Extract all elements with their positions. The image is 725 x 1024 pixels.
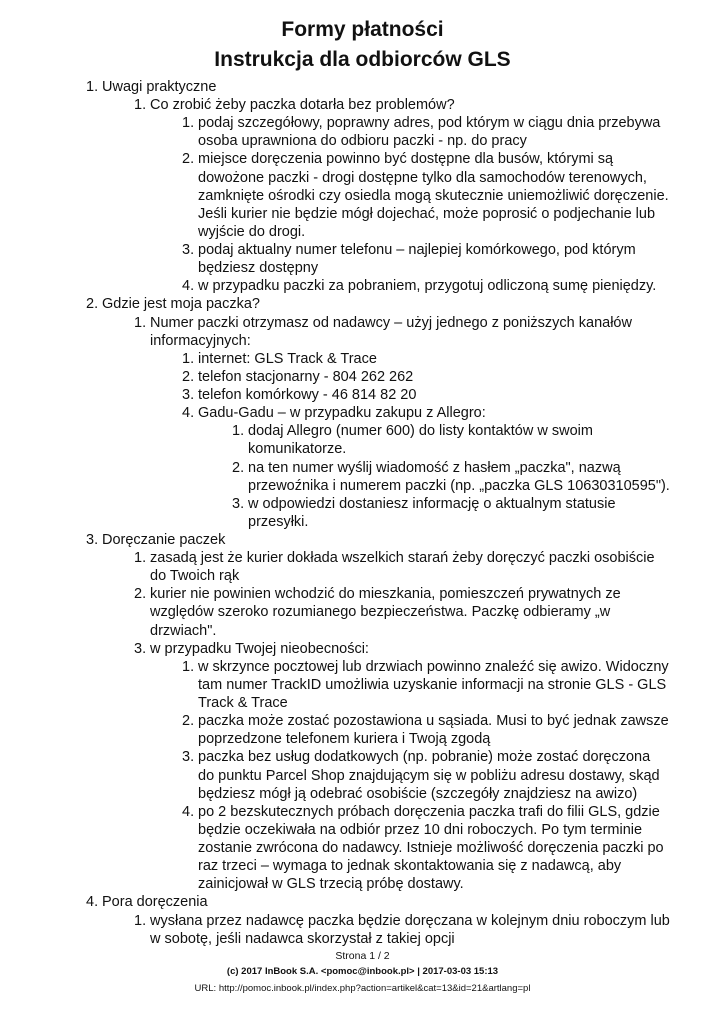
- list-item-text: tam numer TrackID umożliwia uzyskanie informacji na stronie GLS - GLS: [198, 676, 667, 693]
- list-item-text: telefon stacjonarny - 804 262 262: [198, 368, 414, 385]
- list-item-number: 2.: [182, 713, 195, 730]
- source-url: URL: http://pomoc.inbook.pl/index.php?action=artikel&cat=13&id=21&artlang=pl: [194, 983, 531, 994]
- page-number: Strona 1 / 2: [335, 950, 390, 962]
- list-item-text: w przypadku Twojej nieobecności:: [150, 640, 369, 657]
- list-item-number: 1.: [86, 79, 99, 95]
- list-item-text: podaj aktualny numer telefonu – najlepiej komórkowego, pod którym: [198, 242, 636, 259]
- list-item-number: 4.: [182, 278, 195, 295]
- list-item-number: 3.: [134, 640, 147, 657]
- list-item-text: zamknięte ośrodki czy osiedla mogą skutecznie uniemożliwić doręczenie.: [198, 187, 669, 204]
- list-item-number: 1.: [134, 550, 147, 567]
- list-item-text: do Twoich rąk: [150, 568, 240, 585]
- list-item-text: będzie oczekiwała na odbiór przez 10 dni roboczych. Po tym terminie: [198, 821, 643, 838]
- list-item-text: Pora doręczenia: [102, 894, 208, 911]
- list-item-text: w przypadku paczki za pobraniem, przygotuj odliczoną sumę pieniędzy.: [198, 278, 657, 295]
- list-item-text: w skrzynce pocztowej lub drzwiach powinno znaleźć się awizo. Widoczny: [198, 658, 669, 675]
- list-item-number: 1.: [134, 97, 147, 114]
- list-item-text: będziesz dostępny: [198, 260, 319, 277]
- list-item-text: Numer paczki otrzymasz od nadawcy – użyj jednego z poniższych kanałów: [150, 314, 632, 331]
- list-item-text: komunikatorze.: [248, 441, 347, 458]
- list-item-number: 3.: [182, 749, 195, 766]
- list-item-number: 2.: [182, 368, 195, 385]
- list-item-number: 3.: [182, 242, 195, 259]
- list-item-number: 2.: [134, 586, 147, 603]
- list-item-text: paczka bez usług dodatkowych (np. pobranie) może zostać doręczona: [198, 749, 651, 766]
- list-item-text: Gadu-Gadu – w przypadku zakupu z Allegro:: [198, 405, 486, 422]
- list-item-text: zostanie zwrócona do nadawcy. Istnieje możliwość doręczenia paczki po: [198, 840, 664, 857]
- list-item-number: 3.: [86, 532, 99, 548]
- list-item-text: Uwagi praktyczne: [102, 79, 217, 95]
- list-item-number: 3.: [232, 495, 245, 512]
- page-subtitle: Instrukcja dla odbiorców GLS: [214, 48, 511, 71]
- list-item-number: 2.: [182, 151, 195, 168]
- list-item-text: względów szeroko rozumianego bezpieczeństwa. Paczkę odbieramy „w: [150, 604, 611, 621]
- list-item-text: przesyłki.: [248, 513, 309, 530]
- list-item-text: telefon komórkowy - 46 814 82 20: [198, 387, 417, 404]
- list-item-text: poprzedzone telefonem kuriera i Twoją zgodą: [198, 731, 491, 748]
- list-item-text: przewoźnika i numerem paczki (np. „paczka GLS 10630310595").: [248, 477, 670, 494]
- list-item-text: w sobotę, jeśli nadawca skorzystał z takiej opcji: [150, 930, 455, 947]
- list-item-number: 1.: [182, 350, 195, 367]
- list-item-text: Doręczanie paczek: [102, 532, 226, 548]
- list-item-text: podaj szczegółowy, poprawny adres, pod którym w ciągu dnia przebywa: [198, 115, 661, 132]
- list-item-text: internet: GLS Track & Trace: [198, 350, 377, 367]
- list-item-number: 1.: [134, 314, 147, 331]
- list-item-text: drzwiach".: [150, 622, 217, 639]
- list-item-text: do punktu Parcel Shop znajdującym się w pobliżu adresu dostawy, skąd: [198, 767, 660, 784]
- copyright-line: (c) 2017 InBook S.A. <pomoc@inbook.pl> | 2017-03-03 15:13: [226, 966, 499, 977]
- list-item-text: informacyjnych:: [150, 332, 251, 349]
- list-item-number: 4.: [182, 803, 195, 820]
- list-item-text: Jeśli kurier nie będzie mógł dojechać, może poprosić o podjechanie lub: [198, 205, 656, 222]
- page-title: Formy płatności: [281, 18, 444, 41]
- list-item-text: dowożone paczki - drogi dostępne tylko dla samochodów terenowych,: [198, 169, 647, 186]
- list-item-text: osoba uprawniona do odbioru paczki - np. do pracy: [198, 133, 527, 150]
- list-item-number: 3.: [182, 387, 195, 404]
- list-item-text: dodaj Allegro (numer 600) do listy kontaktów w swoim: [248, 423, 593, 440]
- list-item-text: zasadą jest że kurier dokłada wszelkich starań żeby doręczyć paczki osobiście: [150, 550, 655, 567]
- list-item-text: paczka może zostać pozostawiona u sąsiada. Musi to być jednak zawsze: [198, 713, 669, 730]
- list-item-number: 1.: [232, 423, 245, 440]
- list-item-text: zainicjował w GLS trzecią próbę dostawy.: [198, 876, 464, 893]
- list-item-number: 1.: [182, 658, 195, 675]
- list-item-text: raz trzeci – wymaga to jednak skontaktowania się z nadawcą, aby: [198, 858, 622, 875]
- list-item-text: Track & Trace: [198, 695, 288, 712]
- list-item-text: Gdzie jest moja paczka?: [102, 296, 260, 313]
- list-item-text: wyjście do drogi.: [198, 223, 306, 240]
- list-item-text: w odpowiedzi dostaniesz informację o aktualnym statusie: [248, 495, 616, 512]
- list-item-number: 2.: [232, 459, 245, 476]
- list-item-text: wysłana przez nadawcę paczka będzie doręczana w kolejnym dniu roboczym lub: [150, 912, 670, 929]
- list-item-number: 4.: [86, 894, 99, 911]
- list-item-number: 1.: [182, 115, 195, 132]
- list-item-text: miejsce doręczenia powinno być dostępne dla busów, którymi są: [198, 151, 614, 168]
- list-item-number: 2.: [86, 296, 99, 313]
- list-item-number: 1.: [134, 912, 147, 929]
- list-item-number: 4.: [182, 405, 195, 422]
- list-item-text: po 2 bezskutecznych próbach doręczenia paczka trafi do filii GLS, gdzie: [198, 803, 660, 820]
- list-item-text: na ten numer wyślij wiadomość z hasłem „paczka", nazwą: [248, 459, 621, 476]
- list-item-text: kurier nie powinien wchodzić do mieszkania, pomieszczeń prywatnych ze: [150, 586, 621, 603]
- list-item-text: Co zrobić żeby paczka dotarła bez problemów?: [150, 97, 455, 114]
- list-item-text: będziesz mógł ją odebrać osobiście (szczegóły znajdziesz na awizo): [198, 785, 638, 802]
